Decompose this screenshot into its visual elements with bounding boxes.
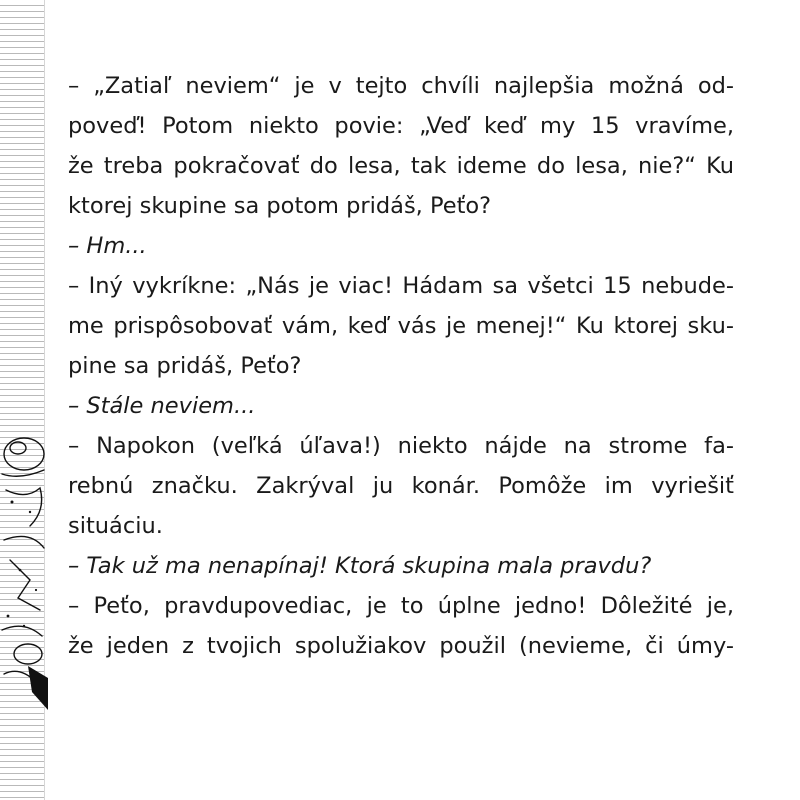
sketch-illustration-fragment bbox=[0, 430, 48, 710]
text-line-italic: – Tak už ma nenapínaj! Ktorá skupina mala pravdu? bbox=[68, 553, 652, 579]
text-line: – Peťo, pravdupovediac, je to úplne jedno! Dôležité je, bbox=[68, 593, 734, 619]
text-line-italic: – Stále neviem... bbox=[68, 393, 256, 419]
text-line: že treba pokračovať do lesa, tak ideme do lesa, nie?“ Ku bbox=[68, 153, 734, 179]
text-line: situáciu. bbox=[68, 513, 163, 539]
body-text bbox=[68, 66, 734, 666]
text-line: že jeden z tvojich spolužiakov použil (nevieme, či úmy- bbox=[68, 633, 734, 659]
text-line: poveď! Potom niekto povie: „Veď keď my 15 vravíme, bbox=[68, 113, 734, 139]
text-line-italic: – Hm... bbox=[68, 233, 147, 259]
text-line: pine sa pridáš, Peťo? bbox=[68, 353, 302, 379]
text-line: me prispôsobovať vám, keď vás je menej!“ Ku ktorej sku- bbox=[68, 313, 734, 339]
text-line: – „Zatiaľ neviem“ je v tejto chvíli najlepšia možná od- bbox=[68, 73, 734, 99]
text-line: – Napokon (veľká úľava!) niekto nájde na strome fa- bbox=[68, 433, 734, 459]
text-line: – Iný vykríkne: „Nás je viac! Hádam sa všetci 15 nebude- bbox=[68, 273, 734, 299]
text-line: rebnú značku. Zakrýval ju konár. Pomôže im vyriešiť bbox=[68, 473, 734, 499]
text-line: ktorej skupine sa potom pridáš, Peťo? bbox=[68, 193, 492, 219]
